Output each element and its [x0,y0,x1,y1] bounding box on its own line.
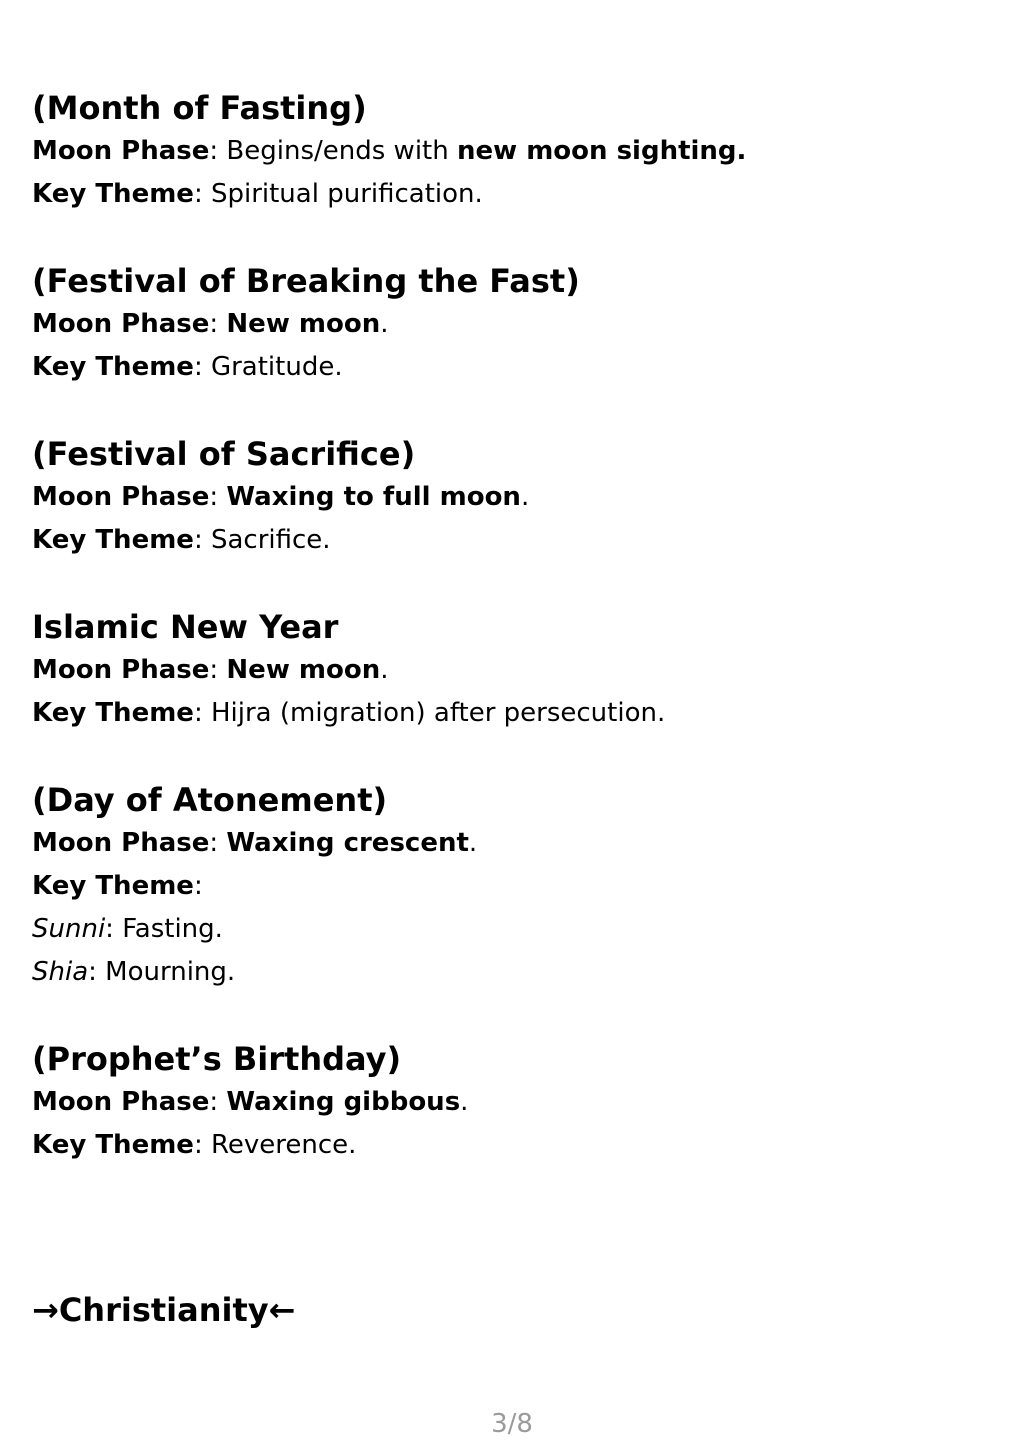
sub-item-value: Fasting. [122,914,223,944]
moon-phase-suffix: . [380,655,389,685]
sub-item-value: Mourning. [105,957,236,987]
key-theme-line: Key Theme: Hijra (migration) after persecution. [32,698,666,728]
key-theme-label: Key Theme [32,698,194,728]
key-theme-line: Key Theme: Reverence. [32,1130,357,1160]
moon-phase-value: Waxing crescent [226,828,469,858]
moon-phase-label: Moon Phase [32,1087,210,1117]
moon-phase-value: new moon sighting. [456,136,747,166]
section-month-of-fasting [32,86,992,216]
key-theme-label: Key Theme [32,871,194,901]
moon-phase-suffix: . [520,482,530,512]
section-heading: (Day of Atonement) [32,781,388,819]
key-theme-value: Spiritual purification. [210,179,483,209]
section-heading: (Prophet’s Birthday) [32,1040,402,1078]
key-theme-line: Key Theme: [32,871,203,901]
key-theme-line: Key Theme: Spiritual purification. [32,179,483,209]
moon-phase-line: Moon Phase: Waxing to full moon. [32,482,530,512]
moon-phase-label: Moon Phase [32,136,210,166]
key-theme-label: Key Theme [32,352,194,382]
moon-phase-line: Moon Phase: Waxing crescent. [32,828,478,858]
moon-phase-value: Waxing to full moon [226,482,521,512]
section-prophets-birthday [32,1037,992,1167]
key-theme-label: Key Theme [32,1130,194,1160]
key-theme-value: Reverence. [210,1130,357,1160]
moon-phase-prefix: Begins/ends with [226,136,457,166]
sub-item-sunni: Sunni: Fasting. [32,914,223,944]
moon-phase-suffix: . [468,828,478,858]
key-theme-value: Sacrifice. [210,525,331,555]
document-body [32,86,992,1210]
moon-phase-value: New moon [226,309,381,339]
section-heading: (Festival of Breaking the Fast) [32,262,580,300]
key-theme-value: Hijra (migration) after persecution. [210,698,666,728]
section-day-of-atonement [32,778,992,994]
moon-phase-line: Moon Phase: Begins/ends with new moon sighting. [32,136,747,166]
key-theme-value: Gratitude. [210,352,343,382]
section-festival-breaking-fast [32,259,992,389]
section-islamic-new-year [32,605,992,735]
sub-item-label: Shia [32,957,89,987]
moon-phase-suffix: . [460,1087,469,1117]
section-heading: (Festival of Sacrifice) [32,435,416,473]
key-theme-line: Key Theme: Gratitude. [32,352,343,382]
christianity-heading: →Christianity← [32,1291,296,1329]
moon-phase-suffix: . [380,309,389,339]
page-number: 3/8 [491,1409,533,1439]
sub-item-shia: Shia: Mourning. [32,957,236,987]
moon-phase-label: Moon Phase [32,482,210,512]
moon-phase-value: New moon [226,655,381,685]
moon-phase-line: Moon Phase: Waxing gibbous. [32,1087,469,1117]
key-theme-line: Key Theme: Sacrifice. [32,525,331,555]
moon-phase-line: Moon Phase: New moon. [32,309,389,339]
key-theme-label: Key Theme [32,525,194,555]
moon-phase-label: Moon Phase [32,309,210,339]
sub-item-label: Sunni [32,914,106,944]
moon-phase-value: Waxing gibbous [226,1087,461,1117]
section-heading: Islamic New Year [32,608,339,646]
moon-phase-label: Moon Phase [32,828,210,858]
moon-phase-line: Moon Phase: New moon. [32,655,389,685]
key-theme-label: Key Theme [32,179,194,209]
moon-phase-label: Moon Phase [32,655,210,685]
section-heading: (Month of Fasting) [32,89,367,127]
section-festival-sacrifice [32,432,992,562]
